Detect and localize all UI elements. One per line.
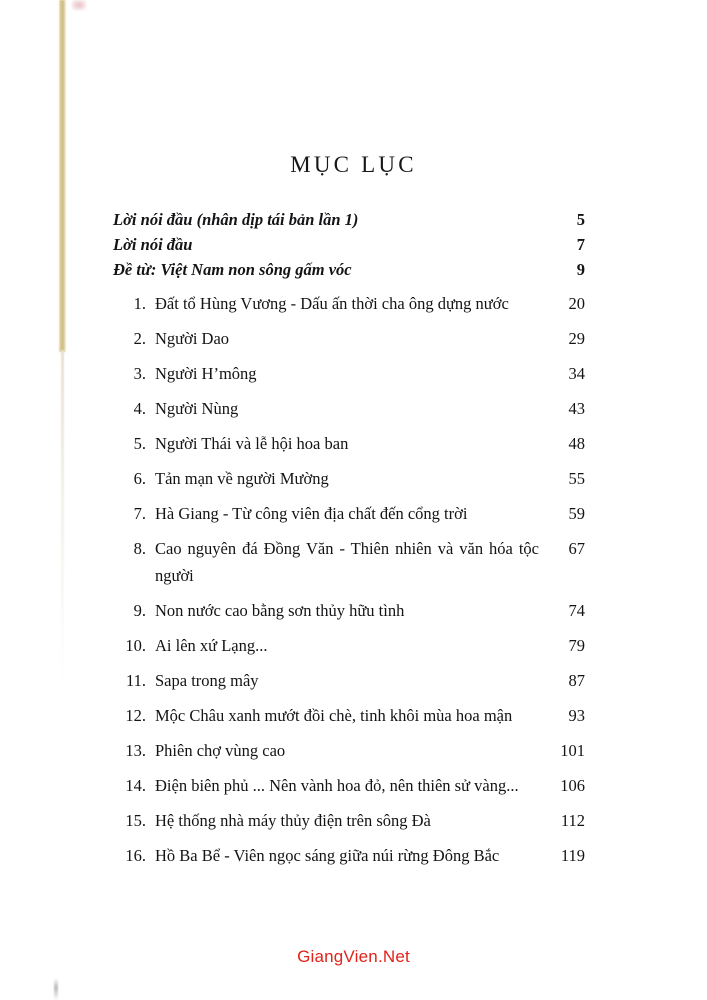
chapter-row[interactable] <box>113 737 585 764</box>
chapter-page-number: 93 <box>568 706 585 725</box>
chapter-number: 3. <box>133 364 146 383</box>
chapter-number: 16. <box>125 846 146 865</box>
chapter-page-number: 34 <box>568 364 585 383</box>
chapter-title: Ai lên xứ Lạng... <box>155 636 268 655</box>
chapter-number: 13. <box>125 741 146 760</box>
chapter-number: 6. <box>133 469 146 488</box>
chapter-page-number: 79 <box>568 636 585 655</box>
chapter-title: Người Dao <box>155 329 230 348</box>
chapter-page-number: 20 <box>568 294 585 313</box>
chapter-number: 11. <box>125 671 146 690</box>
chapter-page-number: 59 <box>568 504 585 523</box>
chapter-number: 7. <box>133 504 146 523</box>
chapter-title: Cao nguyên đá Đồng Văn - Thiên nhiên và văn hóa tộc người <box>155 539 539 585</box>
chapter-number: 4. <box>133 399 146 418</box>
chapter-row[interactable] <box>113 395 585 422</box>
chapter-title: Đất tổ Hùng Vương - Dấu ấn thời cha ông dựng nước <box>155 294 509 313</box>
front-matter-label: Lời nói đầu (nhân dịp tái bản lần 1) <box>113 210 359 229</box>
chapter-page-number: 74 <box>568 601 585 620</box>
chapter-title: Hệ thống nhà máy thủy điện trên sông Đà <box>155 811 431 830</box>
chapter-number: 15. <box>125 811 146 830</box>
chapter-row[interactable] <box>113 430 585 457</box>
chapter-row[interactable] <box>113 535 585 589</box>
chapter-row[interactable] <box>113 632 585 659</box>
front-matter-row[interactable] <box>113 207 585 232</box>
chapter-number: 8. <box>133 539 146 558</box>
chapter-row[interactable] <box>113 702 585 729</box>
front-matter-page-number: 7 <box>576 235 585 254</box>
front-matter-row[interactable] <box>113 257 585 282</box>
chapter-page-number: 55 <box>568 469 585 488</box>
chapter-row[interactable] <box>113 842 585 869</box>
front-matter-label: Đề từ: Việt Nam non sông gấm vóc <box>113 260 352 279</box>
chapter-number: 14. <box>125 776 146 795</box>
chapter-page-number: 43 <box>568 399 585 418</box>
chapter-number: 2. <box>133 329 146 348</box>
chapter-title: Mộc Châu xanh mướt đồi chè, tinh khôi mùa hoa mận <box>155 706 513 725</box>
front-matter-page-number: 5 <box>576 210 585 229</box>
chapter-page-number: 87 <box>568 671 585 690</box>
chapter-row[interactable] <box>113 360 585 387</box>
chapter-row[interactable] <box>113 667 585 694</box>
chapter-title: Non nước cao bằng sơn thủy hữu tình <box>155 601 405 620</box>
chapter-row[interactable] <box>113 772 585 799</box>
chapter-row[interactable] <box>113 325 585 352</box>
chapter-row[interactable] <box>113 465 585 492</box>
chapter-title: Phiên chợ vùng cao <box>155 741 286 760</box>
chapter-title: Hà Giang - Từ công viên địa chất đến cổng trời <box>155 504 468 523</box>
chapter-title: Người Thái và lễ hội hoa ban <box>155 434 349 453</box>
chapter-title: Hồ Ba Bể - Viên ngọc sáng giữa núi rừng Đông Bắc <box>155 846 500 865</box>
chapter-page-number: 112 <box>560 811 585 830</box>
chapter-title: Điện biên phủ ... Nên vành hoa đỏ, nên thiên sử vàng... <box>155 776 519 795</box>
chapter-title: Người Nùng <box>155 399 239 418</box>
chapter-page-number: 29 <box>568 329 585 348</box>
chapter-row[interactable] <box>113 500 585 527</box>
front-matter-row[interactable] <box>113 232 585 257</box>
chapter-page-number: 67 <box>568 539 585 558</box>
watermark: GiangVien.Net <box>297 947 410 966</box>
chapter-page-number: 101 <box>560 741 585 760</box>
chapter-page-number: 48 <box>568 434 585 453</box>
chapter-number: 10. <box>125 636 146 655</box>
chapter-number: 12. <box>125 706 146 725</box>
toc-list <box>113 207 585 869</box>
front-matter-list <box>113 207 585 282</box>
chapter-row[interactable] <box>113 597 585 624</box>
page-title: MỤC LỤC <box>290 152 417 177</box>
chapter-title: Người H’mông <box>155 364 257 383</box>
chapter-row[interactable] <box>113 290 585 317</box>
chapter-number: 5. <box>133 434 146 453</box>
chapter-page-number: 106 <box>560 776 585 795</box>
chapter-list <box>113 290 585 869</box>
chapter-title: Sapa trong mây <box>155 671 259 690</box>
chapter-page-number: 119 <box>560 846 585 865</box>
chapter-number: 1. <box>133 294 146 313</box>
chapter-title: Tản mạn về người Mường <box>155 469 329 488</box>
front-matter-label: Lời nói đầu <box>113 235 193 254</box>
chapter-row[interactable] <box>113 807 585 834</box>
front-matter-page-number: 9 <box>576 260 585 279</box>
chapter-number: 9. <box>133 601 146 620</box>
